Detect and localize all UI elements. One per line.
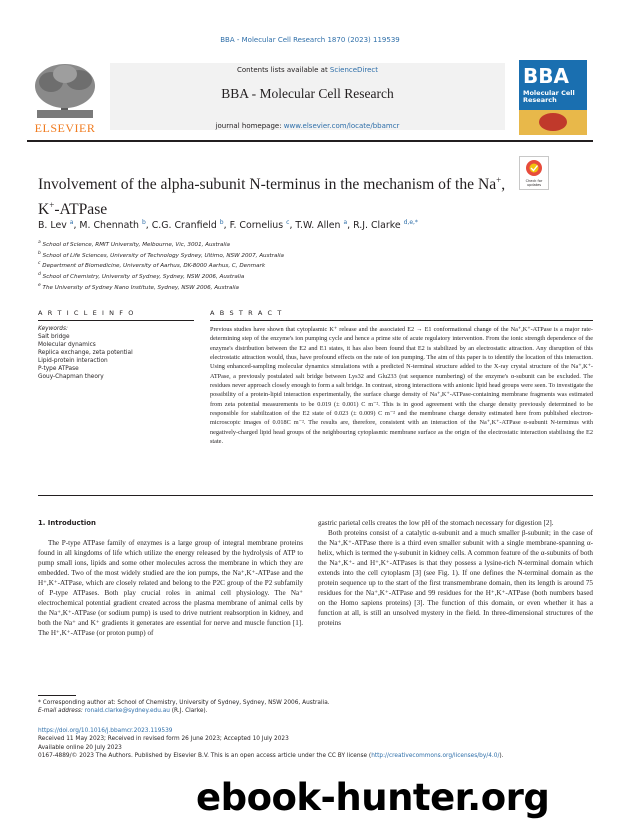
keyword: Lipid-protein interaction [38, 358, 108, 364]
keyword-list [38, 333, 194, 381]
abstract-bottom-rule [38, 495, 593, 496]
author-separator: , [347, 220, 354, 232]
homepage-prefix: journal homepage: [215, 122, 284, 130]
affiliations [38, 239, 598, 292]
received-dates: Received 11 May 2023; Received in revised form 26 June 2023; Accepted 10 July 2023 [38, 736, 289, 743]
check-updates-label: Check for updates [525, 179, 543, 187]
affiliation-marker: d [38, 271, 41, 277]
journal-cover-image [519, 60, 587, 135]
title-text: K [38, 201, 50, 219]
affiliation-line [38, 271, 598, 282]
email-suffix: (R.J. Clarke). [169, 708, 208, 715]
author-name: M. Chennath [79, 220, 139, 232]
title-text: -ATPase [54, 201, 108, 219]
header-rule [27, 140, 593, 142]
affiliation-line [38, 282, 598, 293]
watermark: ebook-hunter.org [196, 776, 550, 819]
title-sup: + [49, 200, 55, 211]
journal-name: BBA - Molecular Cell Research [221, 86, 394, 101]
keywords-block [38, 325, 194, 381]
author-list [38, 219, 598, 231]
keyword: P-type ATPase [38, 366, 79, 372]
check-for-updates-button[interactable] [519, 156, 549, 190]
abstract-rule [210, 320, 593, 321]
affiliation-line [38, 250, 598, 261]
affiliation-text: School of Chemistry, University of Sydney, Sydney, NSW 2006, Australia [40, 273, 245, 280]
email-label: E-mail address: [38, 708, 85, 715]
affiliation-text: The University of Sydney Nano Institute, Sydney, NSW 2006, Australia [40, 284, 239, 291]
affiliation-marker: b [38, 250, 41, 256]
footnotes [38, 699, 593, 716]
affiliation-line [38, 260, 598, 271]
author-affiliation-marker[interactable]: b [219, 219, 224, 226]
author-separator: , [73, 220, 80, 232]
body-column-left [38, 538, 303, 638]
cover-subtitle: Molecular Cell Research [523, 89, 575, 104]
license-prefix: 0167-4889/© 2023 The Authors. Published by Elsevier B.V. This is an open access article under the CC BY license ( [38, 753, 372, 760]
body-paragraph: gastric parietal cells creates the low pH of the stomach necessary for digestion [2]. [318, 519, 554, 527]
corresponding-author-note: * Corresponding author at: School of Chemistry, University of Sydney, Sydney, NSW 2006, Australia. [38, 700, 330, 706]
abstract-heading: A B S T R A C T [210, 309, 283, 317]
license-line [38, 752, 598, 760]
affiliation-text: School of Life Sciences, University of Technology Sydney, Ultimo, NSW 2007, Australia [40, 252, 284, 259]
affiliation-marker: a [38, 240, 41, 245]
cover-title: BBA [523, 64, 569, 88]
article-info-rule [38, 320, 194, 321]
license-link[interactable]: http://creativecommons.org/licenses/by/4.0/ [371, 753, 500, 760]
email-link[interactable]: ronald.clarke@sydney.edu.au [84, 708, 170, 715]
author-name: R.J. Clarke [353, 220, 401, 232]
affiliation-line [38, 239, 598, 250]
body-paragraph: Both proteins consist of a catalytic α-subunit and a much smaller β-subunit; in the case of the Na⁺,K⁺-ATPase there is a third even smaller subunit with a single membrane-spanning α-helix, which is termed the γ-subunit in kidney cells. A common feature of the α-subunits of both the Na⁺,K⁺- and H⁺,K⁺-ATPases is that they possess a lysine-rich N-terminal domain which extends into the cell cytoplasm [3] (see Fig. 1). If one defines the N-terminal domain as the protein sequence up to the start of the first transmembrane domain, then its length is around 75 residues for the Na⁺,K⁺-ATPase and 99 residues for the H⁺,K⁺-ATPase (both numbers based on the Homo sapiens proteins) [3]. The function of this domain, or even whether it has a function at all, is still an unsolved mystery in the field. In three-dimensional structures of the proteins [318, 529, 593, 628]
affiliation-text: School of Science, RMIT University, Melbourne, Vic, 3001, Australia [40, 241, 230, 248]
doi-link[interactable]: https://doi.org/10.1016/j.bbamcr.2023.119539 [38, 728, 173, 734]
email-line [38, 707, 593, 715]
body-column-right [318, 518, 593, 629]
contents-line [110, 66, 505, 74]
author-affiliation-marker[interactable]: d,e,* [403, 219, 418, 226]
keyword: Gouy-Chapman theory [38, 374, 104, 380]
license-suffix: ). [499, 753, 504, 760]
author-affiliation-marker[interactable]: a [69, 219, 74, 226]
author-name: T.W. Allen [295, 220, 341, 232]
publisher-name: ELSEVIER [34, 121, 96, 135]
journal-reference[interactable]: BBA - Molecular Cell Research 1870 (2023) 119539 [220, 36, 400, 44]
author-affiliation-marker[interactable]: c [286, 219, 290, 226]
title-text: Involvement of the alpha-subunit N-terminus in the mechanism of the Na [38, 176, 497, 194]
author-affiliation-marker[interactable]: b [141, 219, 146, 226]
footnote-rule [38, 695, 76, 696]
keywords-label: Keywords: [38, 326, 68, 332]
available-online: Available online 20 July 2023 [38, 744, 122, 751]
abstract-text: Previous studies have shown that cytoplasmic K⁺ release and the associated E2 → E1 conformational change of the Na⁺,K⁺-ATPase is a major rate-determining step of the enzyme's ion pumping cycle and hence a prime site of acute regulatory intervention. From the ionic strength dependence of the enzyme's distribution between the E2 and E1 states, it has also been found that E2 is stabilized by an electrostatic attraction. Any disruption of this electrostatic attraction would, thus, have profound effects on the rate of ion pumping. The aim of this paper is to identify the location of this interaction. Using enhanced-sampling molecular dynamics simulations with a predicted N-terminal structure added to the X-ray crystal structure of the Na⁺,K⁺-ATPase, a previously postulated salt bridge between Lys32 and Glu233 (rat sequence numbering) of the enzyme's α-subunit can be excluded. The residues never approach closely enough to form a salt bridge. In contrast, strong interactions with anionic lipid head groups were seen. To investigate the possibility of a protein-lipid interaction experimentally, the surface charge density of Na⁺,K⁺-ATPase-containing membrane fragments was estimated from zeta potential measurements to be 0.019 (± 0.001) C m⁻². This is in good agreement with the charge density previously determined to be responsible for stabilization of the E2 state of 0.023 (± 0.009) C m⁻² and the membrane charge density estimated here from published electron-microscopic images of 0.018C m⁻². The results are, therefore, consistent with an interaction of the Na⁺,K⁺-ATPase α-subunit N-terminus with negatively-charged lipid head groups of the neighbouring cytoplasmic membrane surface as the origin of the electrostatic interaction stabilising the E2 state. [210, 326, 593, 445]
publication-info [38, 727, 598, 761]
contents-prefix: Contents lists available at [236, 66, 330, 74]
keyword: Salt bridge [38, 334, 70, 340]
cover-artwork-detail [539, 113, 567, 131]
title-text: , [501, 176, 506, 194]
introduction-heading: 1. Introduction [38, 519, 96, 527]
sciencedirect-link[interactable]: ScienceDirect [329, 66, 379, 74]
affiliation-marker: e [38, 282, 41, 288]
author-separator: , [223, 220, 230, 232]
title-sup: + [496, 175, 502, 185]
article-info-heading: A R T I C L E I N F O [38, 309, 136, 317]
affiliation-text: Department of Biomedicine, University of Aarhus, DK-8000 Aarhus, C, Denmark [40, 263, 266, 270]
affiliation-marker: c [38, 261, 41, 267]
author-separator: , [145, 220, 152, 232]
author-separator: , [289, 220, 296, 232]
homepage-line [110, 122, 505, 130]
keyword: Molecular dynamics [38, 342, 96, 348]
elsevier-logo [27, 60, 103, 134]
author-name: B. Lev [38, 220, 67, 232]
author-name: F. Cornelius [229, 220, 284, 232]
homepage-link[interactable]: www.elsevier.com/locate/bbamcr [283, 122, 400, 130]
author-name: C.G. Cranfield [151, 220, 217, 232]
author-affiliation-marker[interactable]: a [343, 219, 348, 226]
article-title [38, 170, 508, 220]
body-paragraph: The P-type ATPase family of enzymes is a large group of integral membrane proteins found in all kingdoms of life which utilize the energy released by the hydrolysis of ATP to pump small ions, lipids and some other molecules across the membrane in which they are embedded. Two of the most widely studied are the ion pumps, the Na⁺,K⁺-ATPase and the H⁺,K⁺-ATPase, which are closely related and belong to the P2C group of the P2 subfamily of P-type ATPases. Both play crucial roles in animal cell physiology. The Na⁺ electrochemical potential gradient created across the plasma membrane of animal cells by the Na⁺,K⁺-ATPase (or sodium pump) is used to drive nutrient reabsorption in kidney, and both the Na⁺ and K⁺ gradients it generates are essential for nerve and muscle function [1]. The H⁺,K⁺-ATPase (or proton pump) of [38, 539, 303, 638]
keyword: Replica exchange, zeta potential [38, 350, 133, 356]
